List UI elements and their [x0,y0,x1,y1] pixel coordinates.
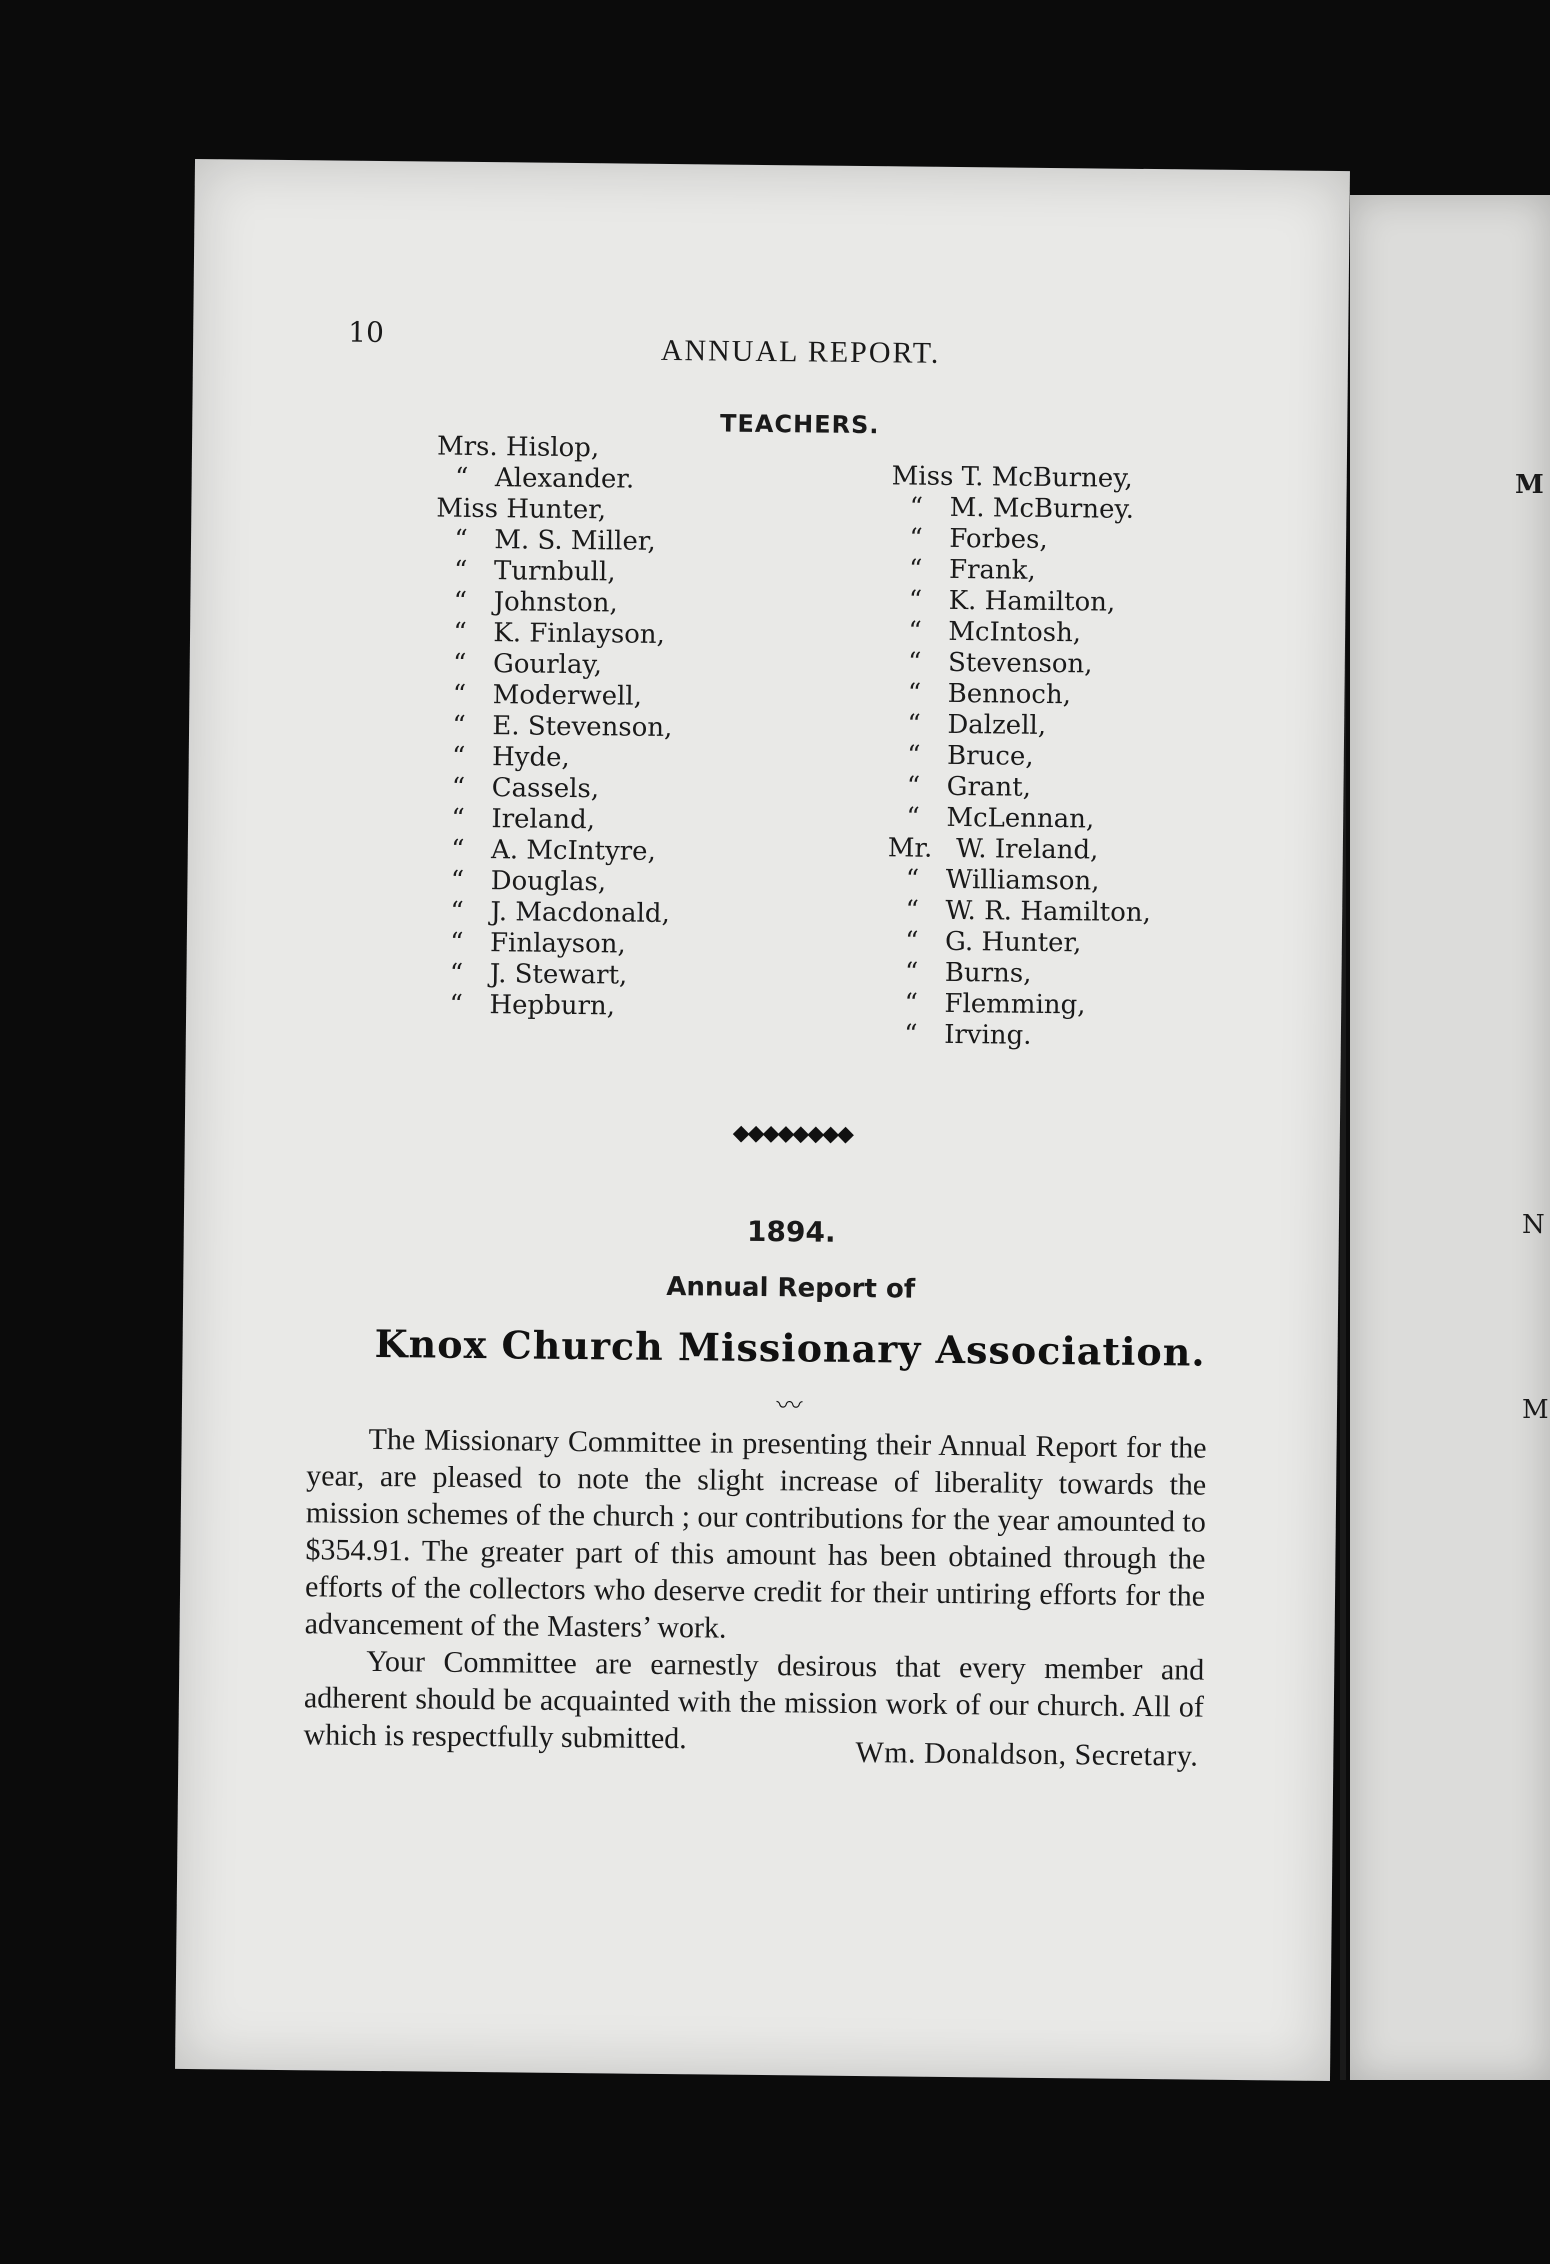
teacher-name: Hislop, [505,432,600,464]
teacher-name: Williamson, [945,864,1100,897]
teacher-row [886,1019,1150,1053]
teacher-title: “ [451,772,466,803]
teacher-title: “ [452,710,466,741]
teacher-title: “ [453,617,467,648]
teacher-row [433,804,672,837]
teacher-row [887,926,1151,960]
teachers-list-right [886,461,1156,1053]
teacher-title: “ [907,740,921,771]
teachers-list-left [431,432,675,1023]
teacher-row [886,957,1150,991]
teacher-row [431,990,670,1023]
teacher-name: Hyde, [491,742,570,773]
teacher-title: “ [904,957,919,988]
teacher-name: McLennan, [946,802,1095,835]
teacher-name: T. McBurney, [961,462,1133,494]
teacher-title: “ [452,679,467,710]
facing-page-fragment: M [1522,1395,1549,1425]
teacher-row [888,833,1152,867]
teacher-name: Grant, [946,771,1032,803]
teacher-name: Moderwell, [492,680,643,712]
teacher-name: W. R. Hamilton, [945,895,1152,929]
teacher-name: Cassels, [491,773,600,805]
teacher-name: Finlayson, [489,928,626,960]
document-page [175,159,1350,2081]
report-paragraph: The Missionary Committee in presenting their Annual Report for the year, are pleased to note the slight increase of liberality towards the mission schemes of the church ; our contributions for the year amounted to $354.91. The greater part of this amount has been obtained through the efforts of the collectors who deserve credit for their untiring efforts for the advancement of the Masters’ work. [304,1422,1207,1645]
teacher-row [890,585,1154,619]
teacher-name: Hepburn, [489,990,616,1022]
teacher-title: Mrs. [436,431,498,463]
teacher-title: “ [906,802,920,833]
swash-ornament: 〰 [776,1391,803,1421]
teacher-row [432,897,671,930]
teacher-name: Gourlay, [492,649,603,681]
teacher-name: Hunter, [506,494,607,526]
teacher-title: “ [904,1019,918,1050]
teacher-name: Douglas, [490,866,607,898]
teacher-title: “ [905,864,920,895]
running-head: ANNUAL REPORT. [660,333,941,370]
teacher-row [433,773,672,806]
teacher-title: Miss [436,493,499,525]
report-paragraph: Your Committee are earnestly desirous that every member and adherent should be acquainted with the mission work of our church. All of which is respectfully submitted. [303,1644,1205,1756]
facing-page-fragment: M [1515,470,1544,500]
teacher-title: “ [450,865,465,896]
teacher-name: J. Macdonald, [490,897,670,930]
facing-page-fragment: N [1522,1210,1545,1240]
teacher-title: “ [451,803,465,834]
teacher-title: Miss [891,461,954,492]
teacher-title: “ [450,896,464,927]
teacher-row [886,988,1150,1022]
teacher-title: “ [905,926,919,957]
association-name: Knox Church Missionary Association. [374,1320,1206,1375]
teacher-row [888,771,1152,805]
teacher-name: Forbes, [949,523,1048,555]
teacher-row [889,740,1153,774]
teacher-title: “ [907,678,922,709]
teacher-name: Flemming, [944,988,1086,1021]
signature: Wm. Donaldson, Secretary. [855,1736,1199,1773]
teacher-title: “ [453,555,468,586]
teacher-name: A. McIntyre, [490,835,656,867]
ornament-divider: ◆◆◆◆◆◆◆◆ [732,1119,853,1146]
teacher-row [437,463,676,496]
teacher-name: Frank, [948,554,1036,586]
report-year: 1894. [746,1214,836,1249]
teacher-name: Alexander. [494,463,635,495]
teacher-title: “ [909,492,924,523]
facing-page [1350,195,1550,2080]
teacher-row [888,802,1152,836]
teacher-name: E. Stevenson, [492,711,673,744]
teacher-name: Johnston, [493,587,618,619]
teacher-row [434,680,673,713]
teacher-row [436,556,675,589]
teacher-name: McIntosh, [948,616,1082,649]
teacher-title: “ [908,554,923,585]
teacher-name: J. Stewart, [489,959,628,991]
teacher-name: Burns, [944,957,1032,989]
teacher-name: Turnbull, [493,556,616,588]
teacher-row [432,928,671,961]
teacher-name: Ireland, [491,804,596,836]
teacher-row [891,523,1155,557]
teacher-title: “ [908,585,923,616]
teacher-name: Bennoch, [947,678,1072,711]
teacher-row [434,742,673,775]
teacher-row [435,618,674,651]
teacher-row [436,525,675,558]
teacher-title: “ [452,648,467,679]
teacher-title: “ [908,616,922,647]
teacher-name: M. S. Miller, [494,525,656,557]
teacher-row [433,835,672,868]
teacher-row [432,866,671,899]
teacher-row [887,864,1151,898]
teacher-row [891,554,1155,588]
teacher-row [434,711,673,744]
teacher-row [891,492,1155,526]
page-number: 10 [348,315,385,349]
report-body [303,1420,1206,1762]
teacher-title: “ [453,586,468,617]
teacher-name: Dalzell, [947,709,1047,741]
teacher-row [435,649,674,682]
teacher-row [431,959,670,992]
teacher-name: G. Hunter, [944,926,1082,959]
teacher-row [889,678,1153,712]
teacher-title: “ [450,927,464,958]
teacher-row [892,461,1156,495]
teacher-title: Mr. [887,833,933,864]
report-subtitle: Annual Report of [666,1272,916,1305]
teacher-title: “ [909,523,923,554]
teacher-name: K. Hamilton, [948,585,1116,618]
teacher-row [890,647,1154,681]
teacher-row [890,616,1154,650]
teacher-title: “ [450,834,465,865]
teacher-title: “ [906,771,921,802]
teacher-name: W. Ireland, [955,834,1099,866]
teacher-name: Irving. [944,1019,1032,1051]
teacher-name: Bruce, [946,740,1034,772]
teacher-title: “ [451,741,466,772]
teacher-title: “ [907,647,922,678]
teacher-title: “ [454,524,468,555]
teacher-title: “ [454,462,469,493]
teacher-name: Stevenson, [947,647,1093,680]
teacher-row [437,432,676,465]
teacher-row [887,895,1151,929]
teacher-title: “ [905,895,919,926]
teacher-row [436,494,675,527]
teacher-name: K. Finlayson, [493,618,666,650]
teacher-title: “ [904,988,919,1019]
teacher-title: “ [907,709,921,740]
teacher-name: M. McBurney. [949,492,1135,525]
teacher-row [435,587,674,620]
teacher-row [889,709,1153,743]
section-title: TEACHERS. [719,409,880,440]
teacher-title: “ [449,989,463,1020]
teacher-title: “ [449,958,464,989]
